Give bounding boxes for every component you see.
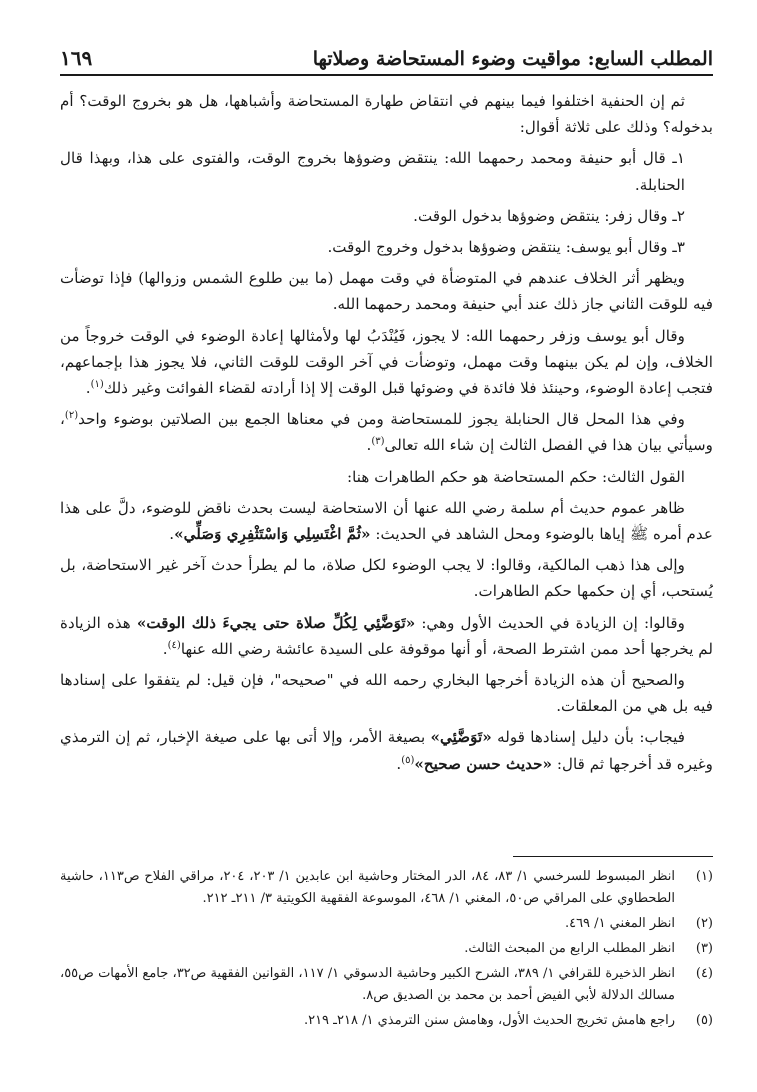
paragraph-text: ثم إن الحنفية اختلفوا فيما بينهم في انتقاض طهارة المستحاضة وأشباهها، هل هو بخروج الوقت؟ أم بدخوله؟ وذلك على ثلاثة أقوال: xyxy=(60,92,713,137)
page-header xyxy=(60,40,713,76)
paragraph-text: وإلى هذا ذهب المالكية، وقالوا: لا يجب الوضوء لكل صلاة، ما لم يطرأ حدث آخر غير الاستحاضة، بل يُستحب، أي إن حكمها حكم الطاهرات. xyxy=(60,556,713,601)
footnote-number: (٣) xyxy=(695,941,713,956)
paragraph-text: بصيغة الأمر، وإلا أتى بها على صيغة الإخبار، ثم إن الترمذي وغيره قد أخرجها ثم قال: xyxy=(60,728,713,773)
footnote-text: انظر المغني ١/ ٤٦٩. xyxy=(564,916,675,931)
punctuation: . xyxy=(162,639,168,658)
footnote-ref[interactable]: (٤) xyxy=(167,639,181,651)
paragraph-text: ظاهر عموم حديث أم سلمة رضي الله عنها أن الاستحاضة ليست بحدث ناقض للوضوء، دلَّ على هذا عدم أمره ﷺ إياها بالوضوء ومحل الشاهد في الحديث: xyxy=(60,498,713,544)
footnote xyxy=(60,1010,713,1032)
footnote xyxy=(60,866,713,910)
list-item xyxy=(60,234,713,260)
footnote-text: انظر المبسوط للسرخسي ١/ ٨٣، ٨٤، الدر المختار وحاشية ابن عابدين ١/ ٢٠٣، ٢٠٤، مراقي الفلاح ص١١٣، حاشية الطحطاوي على المراقي ص٥٠، المغني ١/ ٤٦٨، الموسوعة الفقهية الكويتية ٣/ ٢١١ـ ٢١٢. xyxy=(60,869,676,906)
list-item-text: ٣ـ وقال أبو يوسف: ينتقض وضوؤها بدخول وخروج الوقت. xyxy=(327,238,685,257)
footnote-divider xyxy=(513,856,713,857)
paragraph-text: وقال أبو يوسف وزفر رحمهما الله: لا يجوز، فَيُنْدَبُ لها ولأمثالها إعادة الوضوء في الوقت خروجاً من الخلاف، وإن لم يكن بينهما وقت مهمل، وتوضأت في آخر الوقت للوقت الثاني، فلا يجوز هذا بإجماعهم، فتجب إعادة الوضوء، وحينئذ فلا فائدة في وضوئها قبل الوقت إلا إذا أرادته لقضاء الفوائت وغير ذلك xyxy=(60,326,713,398)
paragraph xyxy=(60,265,713,317)
paragraph-text: ويظهر أثر الخلاف عندهم في المتوضأة في وقت مهمل (ما بين طلوع الشمس وزوالها) فإذا توضأت فيه للوقت الثاني جاز ذلك عند أبي حنيفة ومحمد رحمهما الله. xyxy=(60,269,713,314)
footnote-text: انظر الذخيرة للقرافي ١/ ٣٨٩، الشرح الكبير وحاشية الدسوقي ١/ ١١٧، القوانين الفقهية ص٣٢، جامع الأمهات ص٥٥، مسالك الدلالة لأبي الفيض أحمد بن محمد بن الصديق ص٨. xyxy=(60,966,675,1003)
hadith-quote: «تَوَضَّئِي» xyxy=(430,728,492,747)
footnote-number: (١) xyxy=(695,869,713,884)
running-title: المطلب السابع: مواقيت وضوء المستحاضة وصلاتها xyxy=(312,48,713,70)
footnote-text: راجع هامش تخريج الحديث الأول، وهامش سنن الترمذي ١/ ٢١٨ـ ٢١٩. xyxy=(303,1013,675,1028)
hadith-quote: «ثُمَّ اغْتَسِلِي وَاسْتَثْفِرِي وَصَلِّي» xyxy=(174,525,371,544)
page-number: ١٦٩ xyxy=(60,46,93,70)
footnotes xyxy=(60,866,713,1035)
list-item xyxy=(60,203,713,229)
footnote-number: (٢) xyxy=(695,916,713,931)
paragraph-text: وقالوا: إن الزيادة في الحديث الأول وهي: xyxy=(421,613,685,632)
paragraph-text: ، وسيأتي بيان هذا في الفصل الثالث إن شاء الله تعالى xyxy=(60,410,713,455)
footnote-ref[interactable]: (١) xyxy=(90,378,104,390)
punctuation: . xyxy=(169,525,175,544)
paragraph-text: وفي هذا المحل قال الحنابلة يجوز للمستحاضة ومن في معناها الجمع بين الصلاتين بوضوء واحد xyxy=(78,410,685,429)
list-item xyxy=(60,145,713,197)
paragraph xyxy=(60,724,713,776)
footnote-ref[interactable]: (٣) xyxy=(371,436,385,448)
paragraph xyxy=(60,88,713,140)
main-text xyxy=(60,88,713,782)
paragraph-text: القول الثالث: حكم المستحاضة هو حكم الطاهرات هنا: xyxy=(347,467,685,486)
hadith-quote: «تَوَضَّئِي لِكُلِّ صلاة حتى يجيءَ ذلك الوقت» xyxy=(136,613,416,632)
paragraph-text: والصحيح أن هذه الزيادة أخرجها البخاري رحمه الله في "صحيحه"، فإن قيل: لم يتفقوا على إسنادها فيه بل هي من المعلقات. xyxy=(60,671,713,716)
hadith-quote: «حديث حسن صحيح» xyxy=(414,754,553,773)
punctuation: . xyxy=(396,754,402,773)
footnote-number: (٤) xyxy=(695,966,713,981)
footnote-ref[interactable]: (٢) xyxy=(64,410,79,422)
section-heading xyxy=(60,464,713,490)
punctuation: . xyxy=(85,379,91,398)
paragraph-text: هذه الزيادة لم يخرجها أحد ممن اشترط الصحة، أو أنها موقوفة على السيدة عائشة رضي الله عنها xyxy=(60,613,713,658)
paragraph xyxy=(60,323,713,402)
paragraph-text: فيجاب: بأن دليل إسنادها قوله xyxy=(497,728,686,747)
footnote xyxy=(60,913,713,935)
paragraph xyxy=(60,552,713,604)
footnote xyxy=(60,938,713,960)
punctuation: . xyxy=(366,436,372,455)
paragraph xyxy=(60,667,713,719)
list-item-text: ٢ـ وقال زفر: ينتقض وضوؤها بدخول الوقت. xyxy=(413,206,685,225)
footnote xyxy=(60,963,713,1007)
paragraph xyxy=(60,406,713,458)
footnote-ref[interactable]: (٥) xyxy=(401,754,415,766)
footnote-text: انظر المطلب الرابع من المبحث الثالث. xyxy=(464,941,675,956)
paragraph xyxy=(60,610,713,662)
list-item-text: ١ـ قال أبو حنيفة ومحمد رحمهما الله: ينتقض وضوؤها بخروج الوقت، والفتوى على هذا، وبهذا قال الحنابلة. xyxy=(60,149,685,194)
paragraph xyxy=(60,495,713,547)
footnote-number: (٥) xyxy=(695,1013,713,1028)
